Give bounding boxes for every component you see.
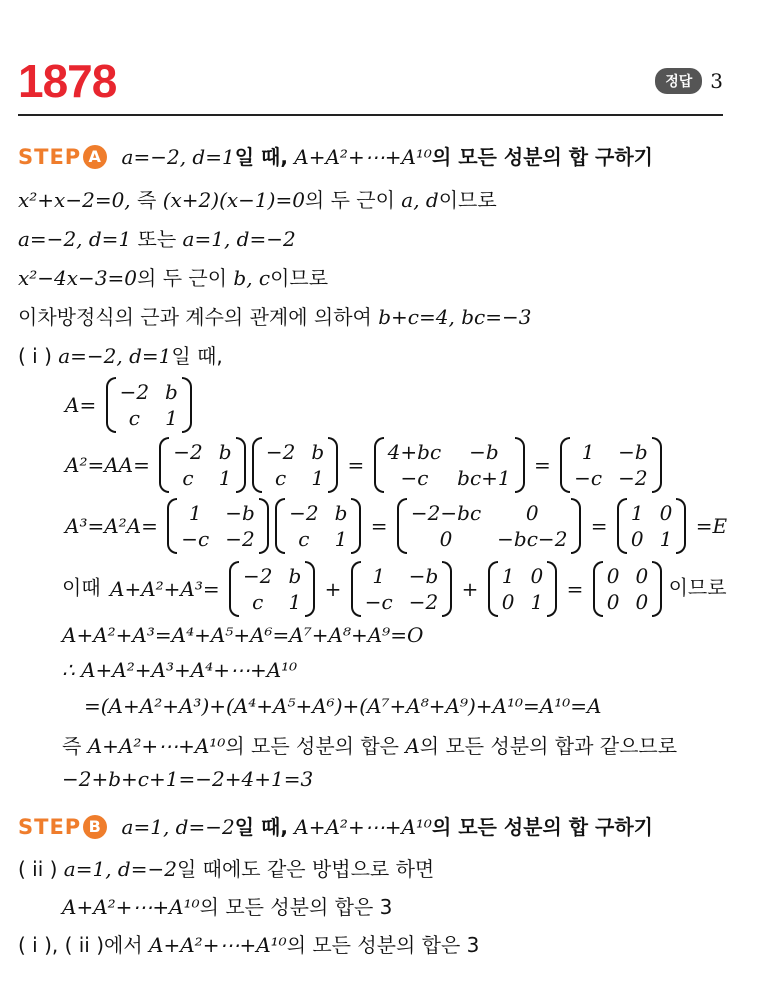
- cell: −c: [574, 466, 603, 490]
- cell: 4+bc: [387, 440, 442, 464]
- text: b, c: [233, 266, 271, 290]
- text: 또는: [131, 227, 183, 251]
- text: =E: [695, 514, 728, 538]
- cell: 0: [659, 501, 673, 525]
- cell: −b: [408, 564, 439, 588]
- cell: 0: [530, 564, 544, 588]
- cell: 0: [501, 590, 515, 614]
- step-a-expr: A+A²+⋯+A¹⁰: [294, 145, 432, 169]
- step-b-title: 의 모든 성분의 합 구하기: [431, 815, 653, 839]
- text: 이므로: [438, 188, 497, 212]
- line-3: [18, 264, 328, 292]
- cell: −b: [225, 501, 255, 525]
- matrix-A2r: [374, 437, 525, 493]
- cell: −2: [265, 440, 296, 464]
- cell: 1: [188, 501, 202, 525]
- cell: c: [182, 466, 194, 490]
- cell: −2−bc: [410, 501, 482, 525]
- cell: −c: [364, 590, 393, 614]
- step-b-letter: B: [83, 815, 107, 839]
- text: x²−4x−3=0: [18, 266, 138, 290]
- equals: =: [534, 453, 551, 477]
- text: ( i ), ( ii )에서: [18, 933, 150, 957]
- text: a=−2, d=1: [58, 344, 172, 368]
- matrix-A3m: [275, 498, 361, 554]
- answer-badge: 정답: [655, 68, 702, 94]
- text: A+A²+A³=A⁴+A⁵+A⁶=A⁷+A⁸+A⁹=O: [62, 623, 424, 647]
- eq-A3: [62, 498, 730, 554]
- cell: 0: [439, 527, 453, 551]
- text: 의 모든 성분의 합은: [225, 734, 406, 758]
- cell: c: [252, 590, 264, 614]
- cell: −b: [469, 440, 499, 464]
- cell: 1: [165, 406, 178, 430]
- text: A+A²+⋯+A¹⁰: [149, 933, 287, 957]
- step-b-heading: [18, 813, 653, 841]
- cell: 0: [606, 590, 620, 614]
- cell: 1: [630, 501, 644, 525]
- cell: −c: [400, 466, 429, 490]
- text: A+A²+⋯+A¹⁰: [62, 895, 200, 919]
- eq-A: [62, 377, 192, 433]
- step-a-cond: a=−2, d=1: [121, 145, 235, 169]
- cell: 0: [525, 501, 539, 525]
- line-2: [18, 225, 296, 253]
- cell: −2: [618, 466, 648, 490]
- step-a-label: STEP A: [18, 143, 107, 171]
- line-b2: [62, 893, 392, 921]
- text: x²+x−2=0,: [18, 188, 131, 212]
- text: a=−2, d=1: [18, 227, 132, 251]
- text: A²=AA=: [65, 453, 150, 477]
- equals: =: [566, 577, 584, 601]
- problem-header: [18, 54, 723, 116]
- text: a, d: [401, 188, 439, 212]
- line-11: [62, 656, 297, 684]
- cell: −c: [181, 527, 210, 551]
- cell: b: [334, 501, 348, 525]
- cell: b: [288, 564, 302, 588]
- line-5: [18, 342, 223, 370]
- matrix-m1: [159, 437, 245, 493]
- eq-sum: [62, 561, 727, 617]
- line-4: [18, 303, 531, 331]
- text: A+A²+⋯+A¹⁰: [87, 734, 226, 758]
- cell: 1: [311, 466, 325, 490]
- text: 의 두 근이: [137, 266, 234, 290]
- cell: 1: [372, 564, 386, 588]
- cell: 0: [606, 564, 620, 588]
- problem-number: 1878: [18, 55, 117, 107]
- cell: −2: [225, 527, 255, 551]
- text: 의 모든 성분의 합과 같으므로: [419, 734, 678, 758]
- cell: c: [275, 466, 287, 490]
- text: (x+2)(x−1)=0: [162, 188, 305, 212]
- cell: c: [298, 527, 310, 551]
- cell: −2: [408, 590, 439, 614]
- cell: bc+1: [457, 466, 511, 490]
- cell: −2: [243, 564, 273, 588]
- line-10: [62, 621, 423, 649]
- text: a=1, d=−2: [182, 227, 296, 251]
- text: a=1, d=−2: [63, 857, 177, 881]
- cell: −2: [119, 380, 150, 404]
- text: A+A²+A³=: [110, 577, 220, 601]
- line-1: [18, 186, 497, 214]
- step-b-label: STEP B: [18, 813, 107, 841]
- text: 의 모든 성분의 합은 3: [286, 933, 480, 957]
- text: 즉: [62, 734, 88, 758]
- cell: c: [128, 406, 140, 430]
- step-b-cond-word: 일 때,: [234, 815, 288, 839]
- plus: +: [461, 577, 479, 601]
- cell: 1: [530, 590, 544, 614]
- text: 이므로: [668, 575, 727, 600]
- cell: −b: [618, 440, 648, 464]
- answer-box: [655, 68, 723, 94]
- step-b-expr: A+A²+⋯+A¹⁰: [294, 815, 432, 839]
- cell: −2: [173, 440, 203, 464]
- equals: =: [347, 453, 365, 477]
- matrix-s3: [488, 561, 557, 617]
- step-b-cond: a=1, d=−2: [121, 815, 235, 839]
- step-a-cond-word: 일 때,: [234, 145, 288, 169]
- matrix-s4: [593, 561, 662, 617]
- matrix-s2: [351, 561, 453, 617]
- text: A: [405, 734, 420, 758]
- cell: 1: [288, 590, 302, 614]
- text: ( i ): [18, 344, 59, 368]
- cell: b: [218, 440, 232, 464]
- equals: =: [590, 514, 608, 538]
- cell: 1: [334, 527, 348, 551]
- cell: 1: [659, 527, 673, 551]
- cell: 0: [635, 590, 649, 614]
- plus: +: [324, 577, 342, 601]
- matrix-A2s: [560, 437, 662, 493]
- cell: −2: [289, 501, 319, 525]
- text: 이차방정식의 근과 계수의 관계에 의하여: [18, 305, 379, 329]
- text: 일 때에도 같은 방법으로 하면: [176, 857, 435, 881]
- matrix-s1: [229, 561, 315, 617]
- step-a-title: 의 모든 성분의 합 구하기: [431, 145, 653, 169]
- text: 이므로: [270, 266, 329, 290]
- line-14: [62, 765, 313, 793]
- line-b3: [18, 931, 479, 959]
- text: ∴: [62, 658, 82, 682]
- matrix-A3r: [397, 498, 582, 554]
- answer-value: 3: [710, 69, 723, 93]
- text: 이때: [62, 575, 107, 600]
- text: b+c=4, bc=−3: [378, 305, 532, 329]
- cell: 0: [630, 527, 644, 551]
- matrix-A: [106, 377, 192, 433]
- matrix-identity: [617, 498, 686, 554]
- step-a-heading: [18, 143, 653, 171]
- text: 의 모든 성분의 합은 3: [199, 895, 393, 919]
- cell: b: [165, 380, 178, 404]
- cell: 1: [501, 564, 515, 588]
- equals: =: [370, 514, 388, 538]
- text: 의 두 근이: [304, 188, 402, 212]
- text: 즉: [130, 188, 163, 212]
- text: −2+b+c+1=−2+4+1=3: [62, 767, 314, 791]
- text: ( ii ): [18, 857, 64, 881]
- line-b1: [18, 855, 434, 883]
- matrix-m2: [252, 437, 338, 493]
- line-12: [84, 692, 601, 720]
- cell: 0: [635, 564, 649, 588]
- matrix-A2m: [167, 498, 269, 554]
- eq-A2: [62, 437, 662, 493]
- cell: b: [311, 440, 325, 464]
- cell: 1: [218, 466, 232, 490]
- text: A+A²+A³+A⁴+⋯+A¹⁰: [81, 658, 298, 682]
- text: =(A+A²+A³)+(A⁴+A⁵+A⁶)+(A⁷+A⁸+A⁹)+A¹⁰=A¹⁰=A: [84, 694, 602, 718]
- cell: −bc−2: [497, 527, 568, 551]
- text: A³=A²A=: [65, 514, 158, 538]
- cell: 1: [581, 440, 595, 464]
- text: 일 때,: [171, 344, 223, 368]
- text: A=: [65, 393, 97, 417]
- step-a-letter: A: [83, 145, 107, 169]
- line-13: [62, 732, 677, 760]
